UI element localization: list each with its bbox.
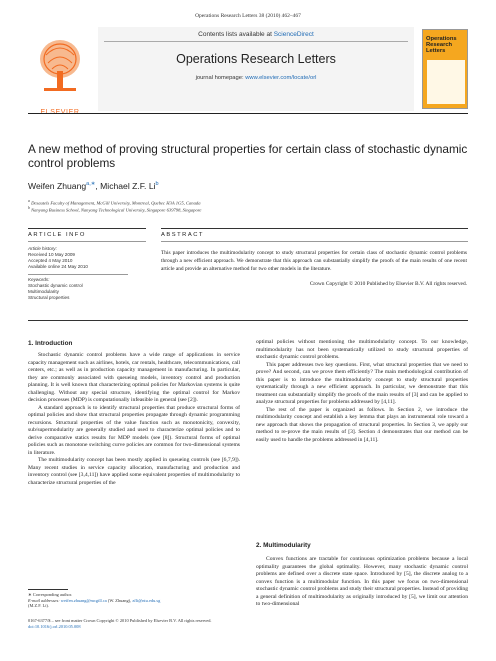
affiliation [28,206,201,213]
history-received: Received 10 May 2009 [28,252,75,257]
abstract-sub-rule [161,241,468,242]
journal-reference: Operations Research Letters 38 (2010) 462–467 [195,13,301,19]
sciencedirect-link[interactable]: ScienceDirect [273,31,314,38]
abstract-top-rule [161,228,468,229]
author-name[interactable]: Michael Z.F. Li [100,181,156,191]
email-link[interactable]: zfli@ntu.edu.sg [132,597,161,603]
email-owner: (W. Zhuang), [106,597,133,603]
affiliation-text: Desautels Faculty of Management, McGill University, Montreal, Quebec H3A 1G5, Canada [31,200,201,206]
paper-title: A new method of proving structural properties for certain class of stochastic dynamic control problems [28,142,468,170]
author-marks: b [155,181,159,188]
info-divider [28,274,128,275]
contents-line [98,31,414,38]
section2-column [256,556,468,609]
affiliation-text: Nanyang Business School, Nanyang Technological University, Singapore 639798, Singapore [31,207,202,213]
section-heading-introduction: 1. Introduction [28,340,73,347]
keywords [28,277,83,301]
journal-title: Operations Research Letters [176,52,336,66]
banner-divider [104,41,408,42]
article-history [28,246,88,270]
cover-panel [427,60,465,104]
abstract-bottom-rule [28,320,468,321]
bottom-info [28,618,212,629]
publisher-name: ELSEVIER [40,109,80,116]
history-label: Article history: [28,246,57,251]
keyword: Structural properties [28,295,70,300]
affiliation [28,199,201,206]
section-heading-multimodularity: 2. Multimodularity [256,542,311,549]
author-name[interactable]: Weifen Zhuang [28,181,87,191]
body-paragraph: Convex functions are tractable for continuous optimization problems because a local optimality guarantees the global optimality. However, many stochastic dynamic control problems are defined over a discrete state space. Introduced by [5], the discrete analog to a convex function is a multimodular function. In this paper we focus on two-dimensional stochastic dynamic control problems and study their structural properties. Instead of providing a general definition of multimodularity as originally introduced by [5], we limit our attention to two-dimensional [256,556,468,607]
contents-prefix: Contents lists available at [198,31,272,38]
keywords-label: Keywords: [28,277,50,282]
journal-header [28,27,468,116]
left-column [28,352,240,487]
history-online: Available online 24 May 2010 [28,264,88,269]
body-paragraph: optimal policies without mentioning the multimodularity concept. To our knowledge, multimodularity has not been systematically utilized to study structural properties of stochastic dynamic control problems. [256,339,468,360]
journal-homepage [98,75,414,81]
footnote-rule [28,589,68,590]
author-marks: a,∗ [86,181,96,188]
email-link[interactable]: weifen.zhuang@mcgill.ca [60,597,107,603]
keyword: Multimodularity [28,289,59,294]
issn-line: 0167-6377/$ – see front matter Crown Copyright © 2010 Published by Elsevier B.V. All rights reserved. [28,618,212,623]
body-paragraph: The multimodularity concept has been mostly applied in queueing controls (see [6,7,9]). Many recent studies in service capacity allocation, manufacturing and production and inventory control (see [3,4,11]) have applied some equivalent properties of multimodularity to characterize structural properties of the [28,457,240,486]
info-top-rule [28,228,146,229]
cover-title: Operations Research Letters [426,36,457,54]
doi-link[interactable]: doi:10.1016/j.orl.2010.05.008 [28,623,81,629]
author-separator: , [95,181,101,191]
body-paragraph: The rest of the paper is organized as follows. In Section 2, we introduce the multimodularity concept and establish a key lemma that plays an instrumental role toward a new approach that shows the propagation of structural properties. In Section 3, we apply our method to re-prove the main results of [3]. Section 4 demonstrates that our method can be easily used to handle the problems addressed in [4,11]. [256,406,468,443]
author-list [28,181,159,191]
email-owner: (M.Z.F. Li). [28,603,49,609]
journal-cover [422,29,468,109]
journal-banner [98,27,414,111]
abstract-text: This paper introduces the multimodularity concept to study structural properties for certain class of stochastic dynamic control problems through a new efficient approach. We demonstrate that this approach can substantially simplify the proofs of the main results of one recent article and provide an alternative method for two other models in the literature. [161,250,467,272]
abstract-heading: ABSTRACT [161,232,204,238]
publisher-logo [28,31,92,116]
keyword: Stochastic dynamic control [28,283,83,288]
header-divider [28,113,468,114]
homepage-prefix: journal homepage: [195,75,244,81]
history-accepted: Accepted 4 May 2010 [28,258,73,263]
body-paragraph: Stochastic dynamic control problems have a wide range of applications in service capacity management such as airlines, hotels, car rentals, healthcare, telecommunications, call centers, etc.; as well as in production capacity management in manufacturing. In particular, they are commonly associated with queueing models, inventory control and production planning. It is well known that characterizing optimal policies for Markovian systems is quite challenging. Without any special structure, identifying the optimal control for Markov decision processes (MDP) is computationally infeasible in general (see [2]). [28,352,240,403]
body-paragraph: A standard approach is to identify structural properties that produce structural forms of optimal policies and show that structural properties propagate through dynamic programming recursions. Structural properties of the value function such as monotonicity, convexity, sub/supermodularity are generally studied and used to characterize optimal policies and to derive comparative statics results for MDP models (see [8]). Structural forms of optimal policies such as monotone switching curve policies are common for two-dimensional systems in literature. [28,404,240,456]
homepage-link[interactable]: www.elsevier.com/locate/orl [245,75,317,81]
body-paragraph: This paper addresses two key questions. First, what structural properties that we need to prove? And second, can we prove them efficiently? The main methodological contribution of this paper is to introduce the multimodularity concept to study structural properties systematically through a new efficient approach. In particular, we demonstrate that this treatment can substantially simplify the proofs of the main results of [3] and can be applied to analyze structural properties for problems addressed by [4,11]. [256,361,468,405]
info-sub-rule [28,241,146,242]
right-column [256,339,468,444]
article-info-heading: ARTICLE INFO [28,232,86,238]
affiliation-mark: a [28,199,30,203]
email-label: E-mail addresses: [28,597,60,603]
elsevier-tree-icon [38,37,82,93]
footnote [28,592,160,609]
affiliation-mark: b [28,206,30,210]
abstract-copyright: Crown Copyright © 2010 Published by Elsevier B.V. All rights reserved. [309,281,467,287]
footnote-corresponding: ∗ Corresponding author. [28,592,73,597]
